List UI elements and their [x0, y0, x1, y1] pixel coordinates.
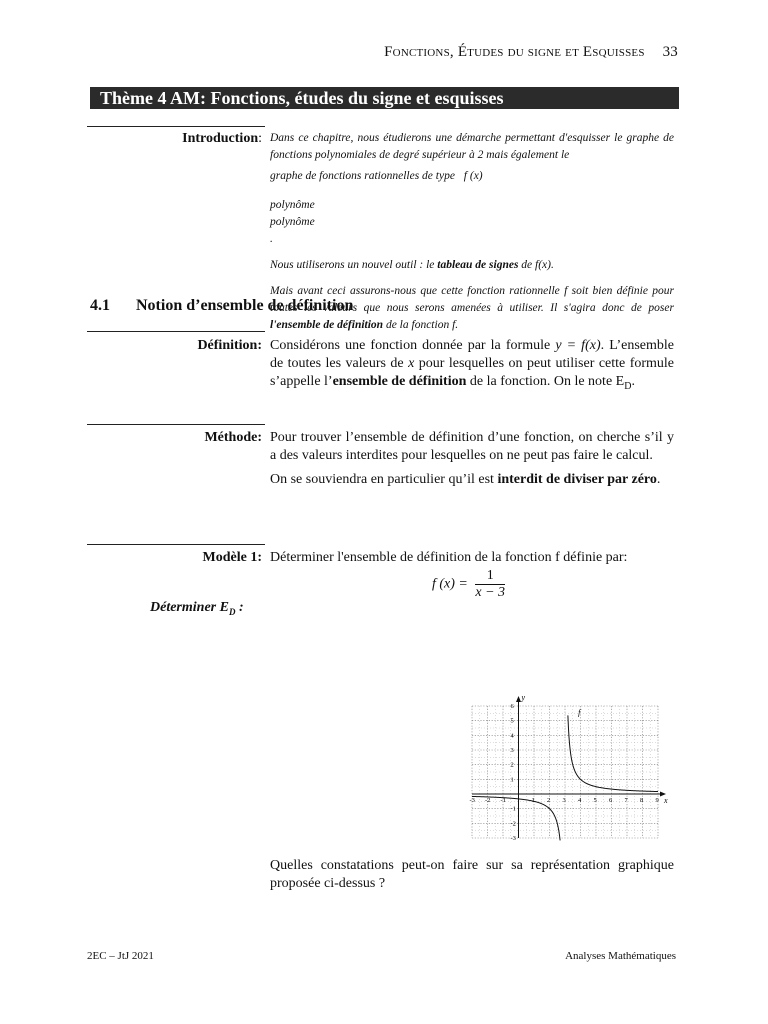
formula-numerator: 1 — [475, 568, 505, 585]
determiner-tail: : — [235, 600, 244, 615]
methode-paragraph-2 — [270, 471, 674, 489]
y-axis-label: y — [521, 693, 526, 702]
modele-text: Déterminer l'ensemble de définition de la fonction f définie par: — [270, 550, 628, 565]
formula-denominator: x − 3 — [475, 585, 506, 600]
x-tick-label: 5 — [593, 797, 597, 804]
fraction-denominator: polynôme — [270, 216, 315, 228]
graph-tick-labels — [470, 703, 659, 842]
running-header — [384, 44, 678, 61]
x-tick-label: -1 — [500, 797, 506, 804]
intro-fx: f (x) — [463, 170, 483, 182]
x-tick-label: 3 — [562, 797, 566, 804]
p3-bold: l'ensemble de définition — [270, 319, 384, 331]
page-number: 33 — [662, 44, 678, 60]
divider-rule — [87, 424, 265, 425]
graph-grid — [469, 706, 658, 838]
divider-rule — [87, 544, 265, 545]
determiner-sub: D — [228, 606, 236, 617]
definition-text — [270, 337, 674, 396]
y-tick-label: -1 — [510, 805, 516, 813]
introduction-colon: : — [258, 131, 262, 146]
running-title-a: Fonctions — [384, 44, 450, 60]
def-text-1: Considérons une fonction donnée par la formule — [270, 338, 551, 353]
intro-paragraph-2 — [270, 257, 674, 274]
graph-axes — [469, 693, 668, 838]
x-tick-label: -2 — [485, 797, 491, 804]
running-title-sep: , — [449, 44, 458, 60]
determiner-ed — [150, 600, 244, 617]
intro-rational-text: graphe de fonctions rationnelles de type — [270, 170, 455, 182]
intro-period: . — [270, 233, 273, 245]
introduction-label-text: Introduction — [182, 131, 259, 146]
fraction-numerator: polynôme — [270, 199, 315, 211]
footer-right: Analyses Mathématiques — [565, 950, 676, 962]
y-tick-label: 2 — [510, 761, 514, 769]
p2-text-a: Nous utiliserons un nouvel outil : le — [270, 259, 435, 271]
y-axis-arrow — [516, 696, 521, 702]
modele-formula — [432, 568, 505, 601]
def-formula: y = f(x) — [555, 338, 601, 353]
introduction-label — [87, 131, 262, 147]
x-tick-label: 9 — [655, 797, 659, 804]
p3-text-a: Mais avant ceci assurons-nous que cette fonction rationnelle f soit bien définie pour toutes les valeurs que nous serons amenées à utiliser. Il s'agira donc de poser — [270, 285, 674, 314]
def-sub: D — [624, 380, 632, 392]
intro-paragraph-1: Dans ce chapitre, nous étudierons une démarche permettant d'esquisser le graphe de fonctions polynomiales de degré supérieur à 2 mais également le — [270, 132, 674, 161]
formula-fraction — [475, 568, 505, 601]
x-tick-label: 1 — [531, 797, 535, 804]
curve-label: f — [578, 707, 581, 717]
y-tick-label: 1 — [510, 776, 514, 784]
def-text-4: de la fonction. On le note E — [469, 374, 625, 389]
y-tick-label: 4 — [510, 732, 514, 740]
methode-label: Méthode: — [204, 430, 262, 445]
p2-bold: tableau de signes — [437, 259, 519, 271]
y-tick-label: -3 — [510, 835, 516, 842]
x-tick-label: 2 — [547, 797, 551, 804]
def-x: x — [408, 356, 415, 371]
p3-text-c: de la fonction f. — [385, 319, 459, 331]
curve-branch-right — [568, 715, 658, 791]
y-tick-label: 3 — [510, 747, 514, 754]
methode-text — [270, 429, 674, 495]
x-tick-label: 8 — [640, 797, 644, 804]
x-axis-label: x — [664, 796, 668, 805]
def-bold: ensemble de définition — [332, 374, 467, 389]
question-text: Quelles constatations peut-on faire sur sa représentation graphique proposée ci-dessus ? — [270, 858, 674, 891]
methode-bold: interdit de diviser par zéro — [497, 472, 657, 487]
x-tick-label: 7 — [624, 797, 628, 804]
footer-left: 2EC – JtJ 2021 — [87, 950, 154, 962]
p2-text-c: de f(x). — [521, 259, 554, 271]
divider-rule — [87, 331, 265, 332]
y-tick-label: 6 — [510, 703, 514, 710]
formula-lhs: f (x) = — [432, 576, 468, 592]
running-title-b: Études du signe et Esquisses — [457, 44, 645, 60]
definition-label: Définition: — [197, 338, 262, 353]
x-tick-label: 6 — [609, 797, 613, 804]
function-graph — [460, 690, 675, 845]
methode-text-c: . — [656, 472, 661, 487]
section-heading — [90, 297, 353, 315]
x-tick-label: -3 — [469, 797, 475, 804]
methode-paragraph-1: Pour trouver l’ensemble de définition d’une fonction, on cherche s’il y a des valeurs interdites pour lesquelles on ne peut pas faire le calcul. — [270, 430, 674, 463]
def-text-2: . L’ensemble de toutes les valeurs de — [270, 338, 675, 371]
def-text-3: pour lesquelles on peut utiliser cette formule s’appelle l’ — [270, 356, 675, 389]
divider-rule — [87, 126, 265, 127]
chapter-title: Thème 4 AM: Fonctions, études du signe et esquisses — [90, 87, 679, 109]
determiner-text: Déterminer E — [150, 600, 229, 615]
modele-label: Modèle 1: — [202, 550, 262, 565]
intro-paragraph-1b — [270, 168, 674, 185]
y-tick-label: -2 — [510, 820, 516, 828]
y-tick-label: 5 — [510, 717, 514, 725]
methode-text-a: On se souviendra en particulier qu’il est — [270, 472, 494, 487]
def-text-5: . — [631, 374, 635, 389]
section-title: Notion d’ensemble de définition — [136, 297, 354, 314]
x-tick-label: 4 — [578, 797, 582, 804]
section-number: 4.1 — [90, 297, 110, 314]
